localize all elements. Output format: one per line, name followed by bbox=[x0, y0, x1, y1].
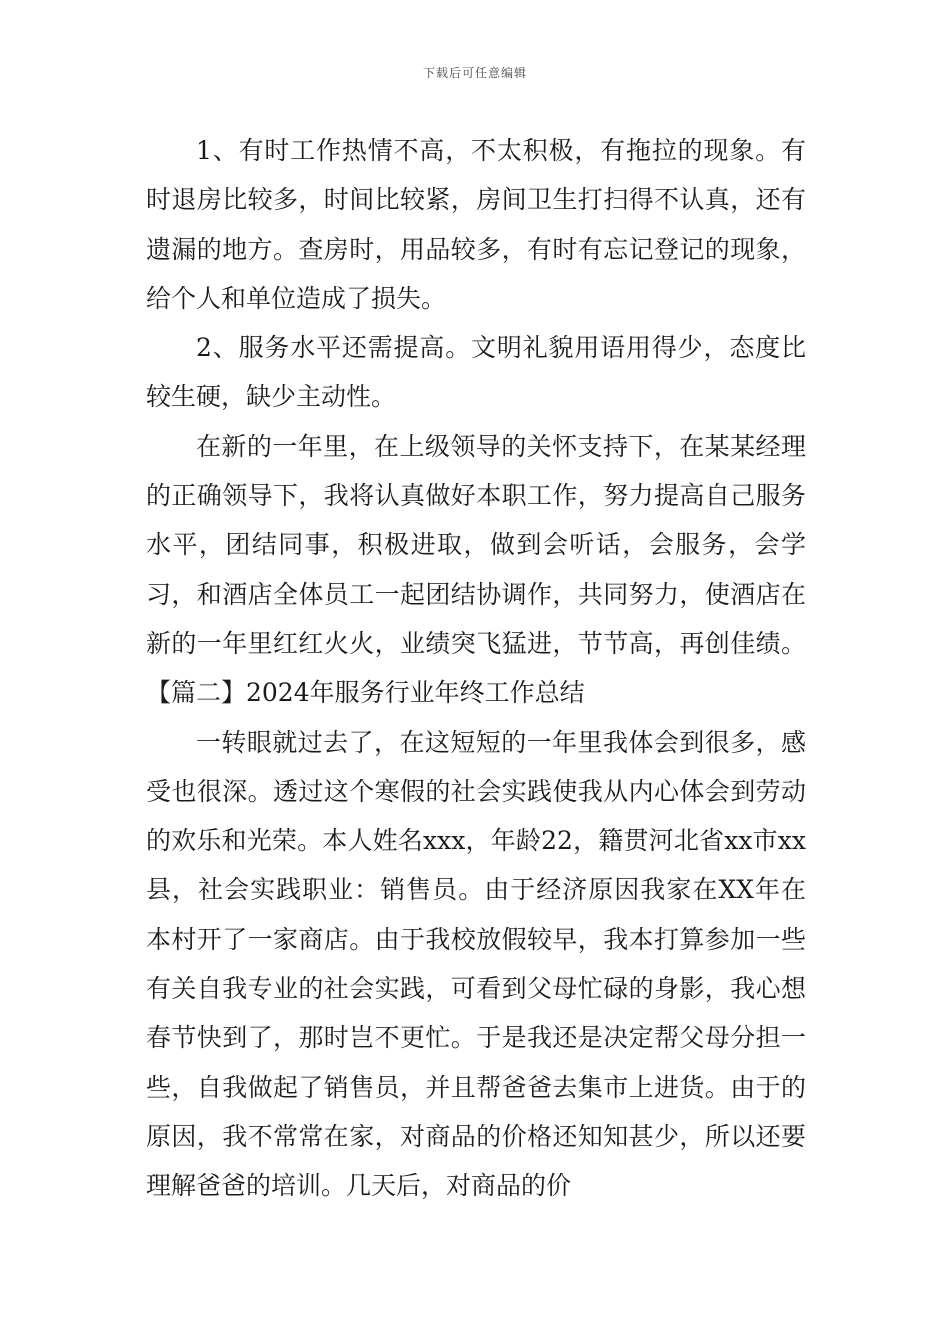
document-body bbox=[146, 126, 806, 1211]
paragraph-4: 一转眼就过去了，在这短短的一年里我体会到很多，感受也很深。透过这个寒假的社会实践使我从内心体会到劳动的欢乐和光荣。本人姓名xxx，年龄22，籍贯河北省xx市xx县，社会实践职业：销售员。由于经济原因我家在XX年在本村开了一家商店。由于我校放假较早，我本打算参加一些有关自我专业的社会实践，可看到父母忙碌的身影，我心想春节快到了，那时岂不更忙。于是我还是决定帮父母分担一些，自我做起了销售员，并且帮爸爸去集市上进货。由于的原因，我不常常在家，对商品的价格还知知甚少，所以还要理解爸爸的培训。几天后，对商品的价 bbox=[146, 727, 806, 1201]
paragraph-3: 在新的一年里，在上级领导的关怀支持下，在某某经理的正确领导下，我将认真做好本职工作，努力提高自己服务水平，团结同事，积极进取，做到会听话，会服务，会学习，和酒店全体员工一起团结协调作，共同努力，使酒店在新的一年里红红火火，业绩突飞猛进，节节高，再创佳绩。【篇二】2024年服务行业年终工作总结 bbox=[146, 431, 806, 708]
paragraph-2: 2、服务水平还需提高。文明礼貌用语用得少，态度比较生硬，缺少主动性。 bbox=[146, 333, 806, 412]
page-header: 下载后可任意编辑 bbox=[422, 66, 527, 80]
paragraph-1: 1、有时工作热情不高，不太积极，有拖拉的现象。有时退房比较多，时间比较紧，房间卫生打扫得不认真，还有遗漏的地方。查房时，用品较多，有时有忘记登记的现象，给个人和单位造成了损失。 bbox=[146, 136, 806, 313]
